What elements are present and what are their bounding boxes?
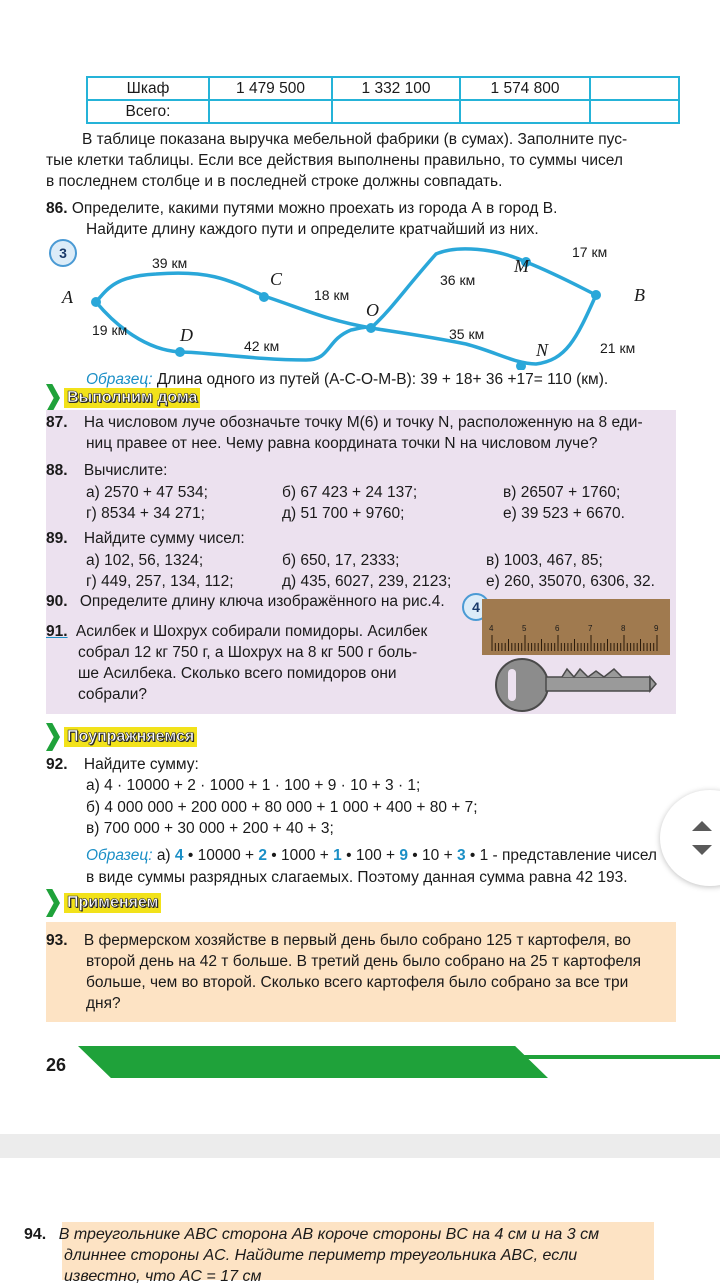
revenue-table (86, 76, 680, 124)
distance-label: 19 км (92, 322, 128, 338)
text-line: Асилбек и Шохрух собирали помидоры. Асилбек (75, 623, 428, 640)
text-line: В треугольнике ABC сторона AB короче стороны BC на 4 см и на 3 см (58, 1226, 600, 1243)
expression: б) 4 000 000 + 200 000 + 80 000 + 1 000 + 400 + 80 + 7; (86, 799, 478, 816)
city-d-dot (175, 347, 185, 357)
expression: б) 650, 17, 2333; (282, 552, 400, 569)
text-line: дня? (86, 995, 121, 1012)
problem-number: 91. (46, 623, 68, 640)
digit-highlight: 1 (333, 847, 342, 864)
ruler-tick-label: 4 (489, 624, 494, 633)
chevron-right-icon (46, 384, 60, 412)
scroll-button[interactable] (660, 790, 720, 886)
table-cell (590, 77, 679, 100)
problem-89 (46, 528, 682, 549)
table-cell: 1 479 500 (209, 77, 332, 100)
text-line: ше Асилбека. Сколько всего помидоров они (78, 665, 397, 682)
expression: д) 51 700 + 9760; (282, 505, 405, 522)
table-cell: 1 332 100 (332, 77, 460, 100)
text-line: собрал 12 кг 750 г, а Шохрух на 8 кг 500 г боль- (78, 644, 418, 661)
table-row (87, 77, 679, 100)
problem-92 (46, 754, 682, 775)
page-separator (0, 1134, 720, 1158)
problem-91 (46, 621, 461, 705)
expression: в) 26507 + 1760; (503, 484, 621, 501)
sample-part: • 1 - представление чисел (465, 847, 657, 864)
expression: г) 449, 257, 134, 112; (86, 573, 234, 590)
problem-90 (46, 591, 466, 612)
distance-label: 35 км (449, 326, 485, 342)
text-line: длиннее стороны AC. Найдите периметр треугольника ABC, если (64, 1247, 578, 1264)
problem-text: Определите длину ключа изображённого на рис.4. (79, 593, 445, 610)
text-line: собрали? (78, 686, 147, 703)
text-line: в виде суммы разрядных слагаемых. Поэтому данная сумма равна 42 193. (86, 869, 628, 886)
section-apply (46, 890, 161, 916)
expression: в) 1003, 467, 85; (486, 552, 603, 569)
text-line: тые клетки таблицы. Если все действия выполнены правильно, то суммы чисел (46, 152, 623, 169)
ruler-scale (482, 599, 670, 655)
section-title: Поупражняемся (64, 727, 197, 747)
ruler-tick-label: 5 (522, 624, 527, 633)
expression: е) 39 523 + 6670. (503, 505, 625, 522)
footer-line (520, 1055, 720, 1059)
distance-label: 42 км (244, 338, 280, 354)
section-title: Выполним дома (64, 388, 200, 408)
problem-title: Найдите сумму: (83, 756, 199, 773)
sample-part: • 1000 + (266, 847, 334, 864)
route-map (56, 240, 676, 370)
city-a-dot (91, 297, 101, 307)
scroll-arrows-icon (690, 817, 714, 859)
sample-part: • 100 + (341, 847, 400, 864)
expression: в) 700 000 + 30 000 + 200 + 40 + 3; (86, 820, 334, 837)
label-o: O (366, 300, 379, 320)
route-a-d-o (96, 302, 371, 360)
problem-number: 93. (46, 932, 68, 949)
route-o-m-b (371, 249, 596, 328)
problem-number: 86. (46, 200, 68, 217)
table-cell (332, 100, 460, 123)
table-cell (209, 100, 332, 123)
figure-badge: 3 (49, 239, 77, 267)
text-line: На числовом луче обозначьте точку M(6) и точку N, расположенную на 8 еди- (83, 414, 643, 431)
text-line: второй день на 42 т больше. В третий день было собрано на 25 т картофеля (86, 953, 642, 970)
problem-number: 87. (46, 414, 68, 431)
expression: б) 67 423 + 24 137; (282, 484, 418, 501)
problem-title: Вычислите: (83, 462, 168, 479)
distance-label: 36 км (440, 272, 476, 288)
digit-highlight: 4 (174, 847, 184, 864)
text-line: ниц правее от нее. Чему равна координата точки N на числовом луче? (86, 435, 598, 452)
label-m: M (514, 256, 529, 276)
sample-label: Образец: (86, 371, 153, 388)
label-n: N (536, 340, 549, 360)
table-row (87, 100, 679, 123)
section-practice (46, 724, 197, 750)
city-o-dot (366, 323, 376, 333)
text-line: В фермерском хозяйстве в первый день было собрано 125 т картофеля, во (83, 932, 631, 949)
ruler-tick-label: 7 (588, 624, 593, 633)
expression: а) 102, 56, 1324; (86, 552, 204, 569)
city-c-dot (259, 292, 269, 302)
sample-part: • 10000 + (183, 847, 259, 864)
table-cell: 1 574 800 (460, 77, 590, 100)
ruler-image (482, 599, 670, 655)
table-cell: Всего: (87, 100, 209, 123)
text-line: в последнем столбце и в последней строке должны совпадать. (46, 173, 503, 190)
sample-92 (86, 845, 662, 866)
distance-label: 21 км (600, 340, 636, 356)
table-cell (590, 100, 679, 123)
distance-label: 17 км (572, 244, 608, 260)
problem-number: 89. (46, 530, 68, 547)
problem-88 (46, 460, 682, 481)
expression: г) 8534 + 34 271; (86, 505, 205, 522)
problem-number: 88. (46, 462, 68, 479)
problem-number: 90. (46, 593, 68, 610)
label-a: A (62, 287, 73, 307)
problem-number: 94. (24, 1226, 47, 1243)
digit-highlight: 2 (258, 847, 267, 864)
chevron-right-icon (46, 723, 60, 751)
footer-stripe (78, 1046, 548, 1078)
problem-93 (46, 930, 676, 1014)
sample-label: Образец: (86, 847, 153, 864)
sample-part: а) (156, 847, 171, 864)
label-c: C (270, 269, 283, 289)
table-description (46, 129, 680, 192)
table-cell (460, 100, 590, 123)
text-line: известно, что AC = 17 см (64, 1268, 262, 1285)
expression: д) 435, 6027, 239, 2123; (282, 573, 452, 590)
distance-label: 18 км (314, 287, 350, 303)
expression: а) 4 · 10000 + 2 · 1000 + 1 · 100 + 9 · 10 + 3 · 1; (86, 777, 421, 794)
text-line: Найдите длину каждого пути и определите кратчайший из них. (86, 221, 539, 238)
problem-87 (46, 412, 682, 454)
text-line: В таблице показана выручка мебельной фабрики (в сумах). Заполните пус- (82, 131, 628, 148)
problem-title: Найдите сумму чисел: (83, 530, 245, 547)
text-line: Определите, какими путями можно проехать из города А в город В. (71, 200, 558, 217)
problem-94 (24, 1224, 664, 1287)
table-cell: Шкаф (87, 77, 209, 100)
digit-highlight: 3 (456, 847, 466, 864)
sample-part: • 10 + (408, 847, 457, 864)
city-b-dot (591, 290, 601, 300)
section-home (46, 385, 200, 411)
problem-number: 92. (46, 756, 68, 773)
label-b: B (634, 285, 645, 305)
figure-badge: 4 (462, 593, 490, 621)
expression: а) 2570 + 47 534; (86, 484, 208, 501)
sample-text: Длина одного из путей (А-С-О-М-В): 39 + 18+ 36 +17= 110 (км). (156, 371, 609, 388)
digit-highlight: 9 (399, 847, 408, 864)
problem-86 (46, 198, 686, 240)
ruler-tick-label: 9 (654, 624, 659, 633)
ruler-tick-label: 6 (555, 624, 560, 633)
chevron-right-icon (46, 889, 60, 917)
distance-label: 39 км (152, 255, 188, 271)
key-image (492, 655, 658, 713)
section-title: Применяем (64, 893, 161, 913)
label-d: D (180, 325, 193, 345)
ruler-tick-label: 8 (621, 624, 626, 633)
page-number: 26 (46, 1055, 67, 1075)
text-line: больше, чем во второй. Сколько всего картофеля было собрано за все три (86, 974, 629, 991)
expression: е) 260, 35070, 6306, 32. (486, 573, 655, 590)
